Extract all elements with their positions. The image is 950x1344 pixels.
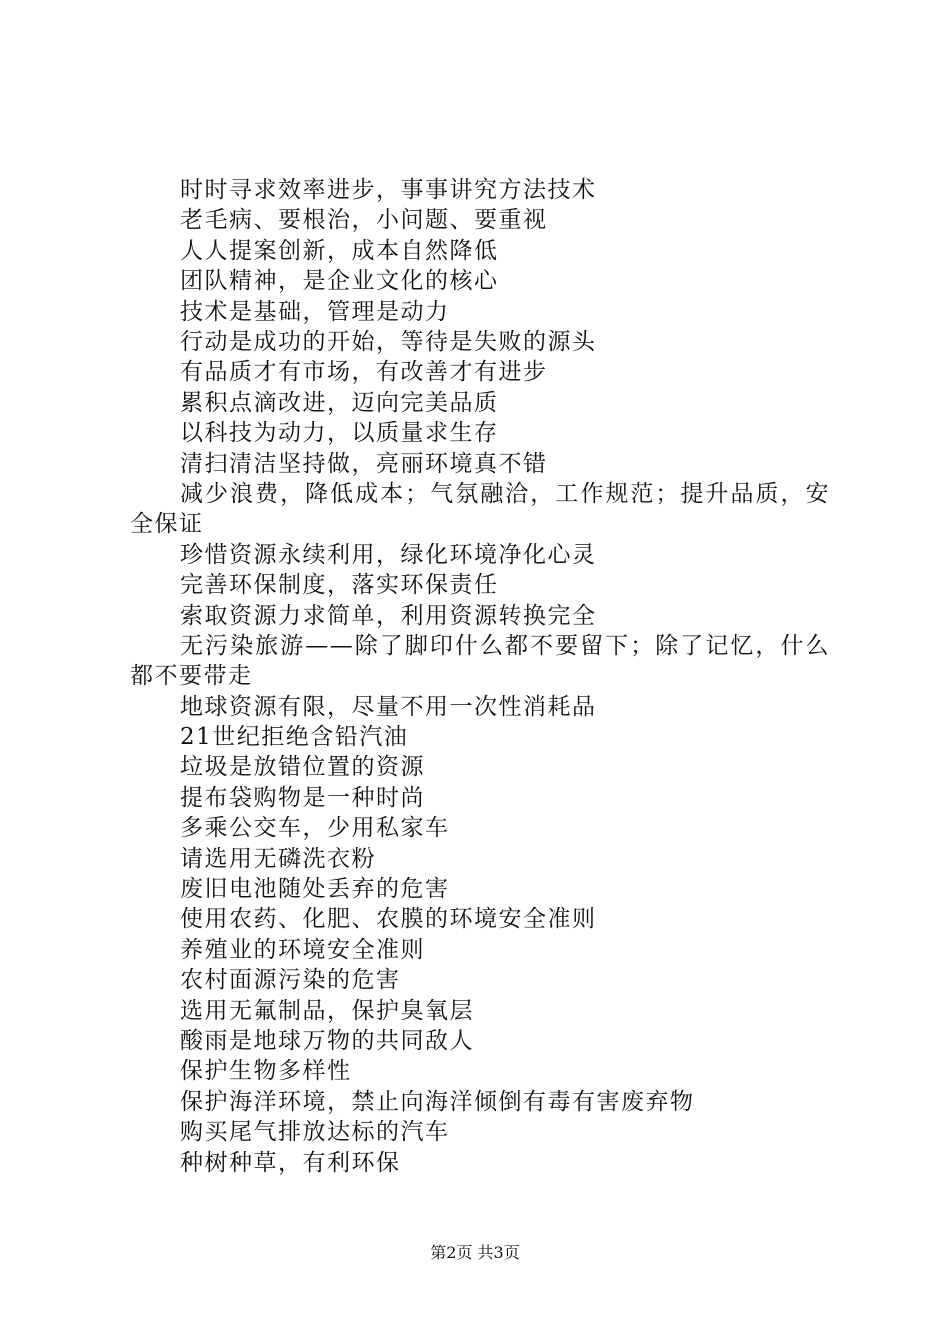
slogan-line: 购买尾气排放达标的汽车 [180, 1119, 450, 1146]
slogan-line: 技术是基础，管理是动力 [180, 298, 450, 325]
slogan-line: 请选用无磷洗衣粉 [180, 845, 376, 872]
slogan-line: 使用农药、化肥、农膜的环境安全准则 [180, 906, 597, 933]
slogan-paragraph: 减少浪费，降低成本；气氛融洽，工作规范；提升品质，安全保证 [130, 480, 830, 538]
slogan-line: 21世纪拒绝含铅汽油 [180, 724, 409, 751]
slogan-line: 保护生物多样性 [180, 1058, 352, 1085]
slogan-line: 有品质才有市场，有改善才有进步 [180, 359, 548, 386]
slogan-line: 累积点滴改进，迈向完美品质 [180, 389, 499, 416]
slogan-line: 保护海洋环境，禁止向海洋倾倒有毒有害废弃物 [180, 1088, 695, 1115]
slogan-line: 垃圾是放错位置的资源 [180, 754, 425, 781]
slogan-line: 索取资源力求简单，利用资源转换完全 [180, 602, 597, 629]
slogan-line: 以科技为动力，以质量求生存 [180, 420, 499, 447]
slogan-line: 酸雨是地球万物的共同敌人 [180, 1028, 474, 1054]
slogan-line: 农村面源污染的危害 [180, 967, 401, 994]
slogan-line: 人人提案创新，成本自然降低 [180, 237, 499, 264]
slogan-line: 种树种草，有利环保 [180, 1149, 401, 1176]
slogan-line: 珍惜资源永续利用，绿化环境净化心灵 [180, 541, 597, 568]
slogan-line: 团队精神，是企业文化的核心 [180, 268, 499, 295]
slogan-line: 地球资源有限，尽量不用一次性消耗品 [180, 693, 597, 720]
slogan-line: 老毛病、要根治，小问题、要重视 [180, 207, 548, 234]
page-footer: 第2页 共3页 [430, 1243, 520, 1262]
slogan-line: 废旧电池随处丢弃的危害 [180, 876, 450, 903]
slogan-line: 提布袋购物是一种时尚 [180, 784, 425, 811]
slogan-line: 行动是成功的开始，等待是失败的源头 [180, 328, 597, 355]
slogan-line: 时时寻求效率进步，事事讲究方法技术 [180, 177, 597, 203]
slogan-list [130, 175, 830, 1178]
slogan-line: 多乘公交车，少用私家车 [180, 815, 450, 842]
slogan-line: 选用无氟制品，保护臭氧层 [180, 997, 474, 1024]
slogan-line: 完善环保制度，落实环保责任 [180, 572, 499, 599]
slogan-line: 养殖业的环境安全准则 [180, 936, 425, 963]
slogan-paragraph: 无污染旅游——除了脚印什么都不要留下；除了记忆，什么都不要带走 [130, 632, 830, 690]
slogan-line: 清扫清洁坚持做，亮丽环境真不错 [180, 450, 548, 477]
